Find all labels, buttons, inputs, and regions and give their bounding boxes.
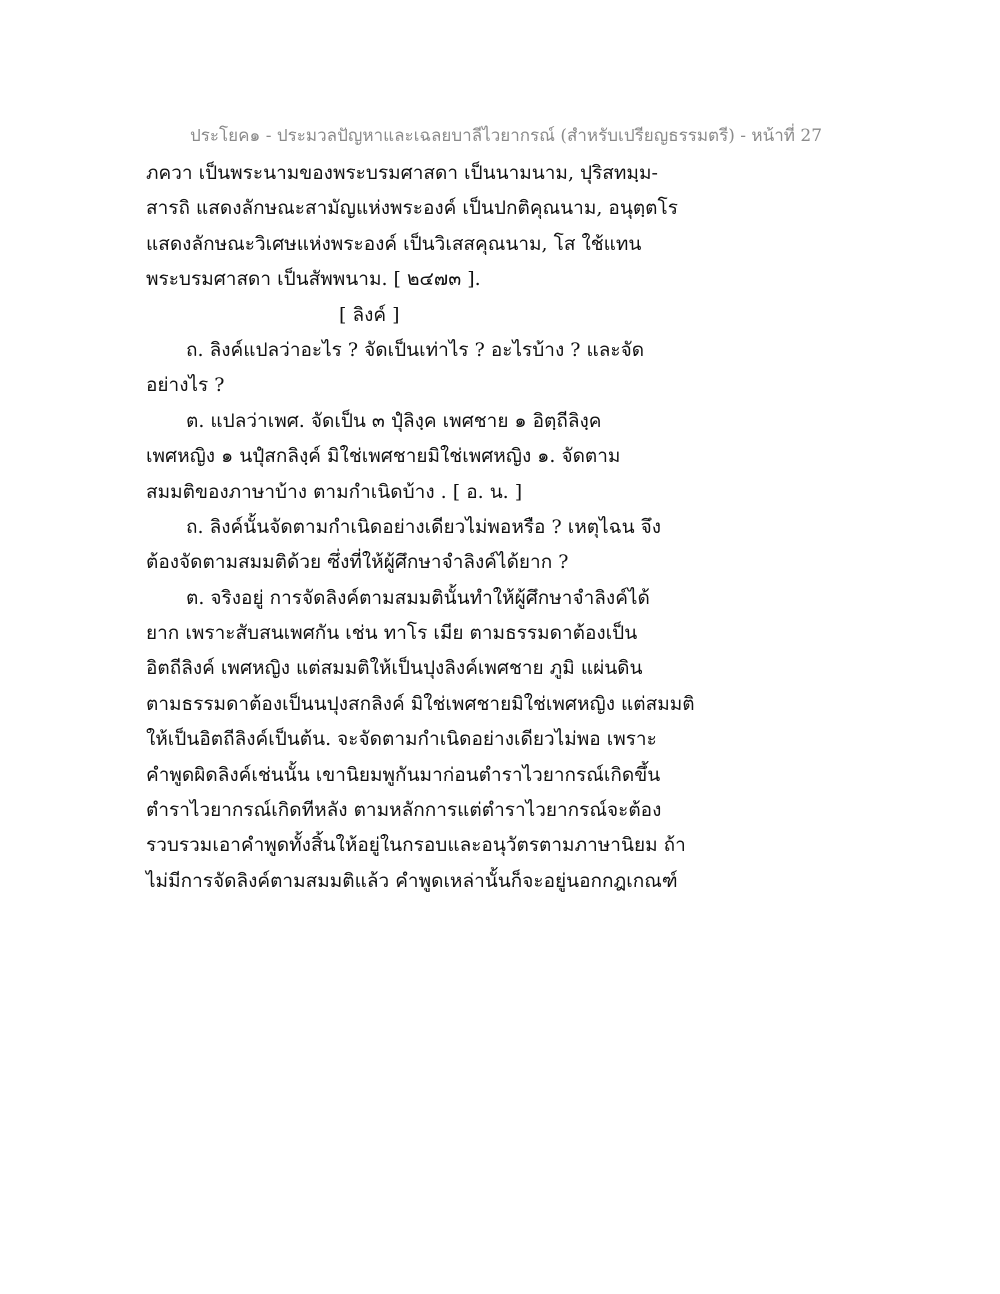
text-line: สมมติของภาษาบ้าง ตามกำเนิดบ้าง . [ อ. น. ] — [146, 480, 523, 503]
text-line: ยาก เพราะสับสนเพศกัน เช่น ทาโร เมีย ตามธรรมดาต้องเป็น — [146, 622, 638, 645]
page-body — [146, 156, 846, 899]
text-line: สารถิ แสดงลักษณะสามัญแห่งพระองค์ เป็นปกติคุณนาม, อนุตฺตโร — [146, 197, 678, 220]
text-line: ตามธรรมดาต้องเป็นนปุงสกลิงค์ มิใช่เพศชายมิใช่เพศหญิง แต่สมมติ — [146, 692, 695, 715]
question-line: ถ. ลิงค์แปลว่าอะไร ? จัดเป็นเท่าไร ? อะไรบ้าง ? และจัด — [186, 338, 645, 361]
text-line: ไม่มีการจัดลิงค์ตามสมมติแล้ว คำพูดเหล่านั้นก็จะอยู่นอกกฎเกณฑ์ — [146, 869, 678, 892]
text-line: ให้เป็นอิตถีลิงค์เป็นต้น. จะจัดตามกำเนิดอย่างเดียวไม่พอ เพราะ — [146, 728, 657, 751]
question-line: ถ. ลิงค์นั้นจัดตามกำเนิดอย่างเดียวไม่พอหรือ ? เหตุไฉน จึง — [186, 515, 662, 538]
text-line: ต้องจัดตามสมมติด้วย ซึ่งที่ให้ผู้ศึกษาจำลิงค์ได้ยาก ? — [146, 551, 569, 574]
text-line: อิตถีลิงค์ เพศหญิง แต่สมมติให้เป็นปุงลิงค์เพศชาย ภูมิ แผ่นดิน — [146, 657, 643, 680]
answer-line: ต. แปลว่าเพศ. จัดเป็น ๓ ปุํลิงฺค เพศชาย ๑ อิตฺถีลิงฺค — [186, 409, 602, 432]
section-heading: [ ลิงค์ ] — [339, 303, 400, 326]
answer-line: ต. จริงอยู่ การจัดลิงค์ตามสมมตินั้นทำให้ผู้ศึกษาจำลิงค์ได้ — [186, 586, 650, 609]
text-line: ภควา เป็นพระนามของพระบรมศาสดา เป็นนามนาม, ปุริสทมฺม- — [146, 162, 658, 184]
text-line: ตำราไวยากรณ์เกิดทีหลัง ตามหลักการแต่ตำราไวยากรณ์จะต้อง — [146, 799, 662, 822]
running-header: ประโยค๑ - ประมวลปัญหาและเฉลยบาลีไวยากรณ์ (สำหรับเปรียญธรรมตรี) - หน้าที่ 27 — [190, 126, 823, 146]
text-line: เพศหญิง ๑ นปุํสกลิงฺค์ มิใช่เพศชายมิใช่เพศหญิง ๑. จัดตาม — [146, 445, 621, 468]
text-line: รวบรวมเอาคำพูดทั้งสิ้นให้อยู่ในกรอบและอนุวัตรตามภาษานิยม ถ้า — [146, 834, 686, 857]
text-line: คำพูดผิดลิงค์เช่นนั้น เขานิยมพูกันมาก่อนตำราไวยากรณ์เกิดขึ้น — [146, 763, 661, 786]
text-line: แสดงลักษณะวิเศษแห่งพระองค์ เป็นวิเสสคุณนาม, โส ใช้แทน — [146, 232, 642, 255]
text-line: พระบรมศาสดา เป็นสัพพนาม. [ ๒๔๗๓ ]. — [146, 268, 481, 291]
text-line: อย่างไร ? — [146, 374, 225, 397]
